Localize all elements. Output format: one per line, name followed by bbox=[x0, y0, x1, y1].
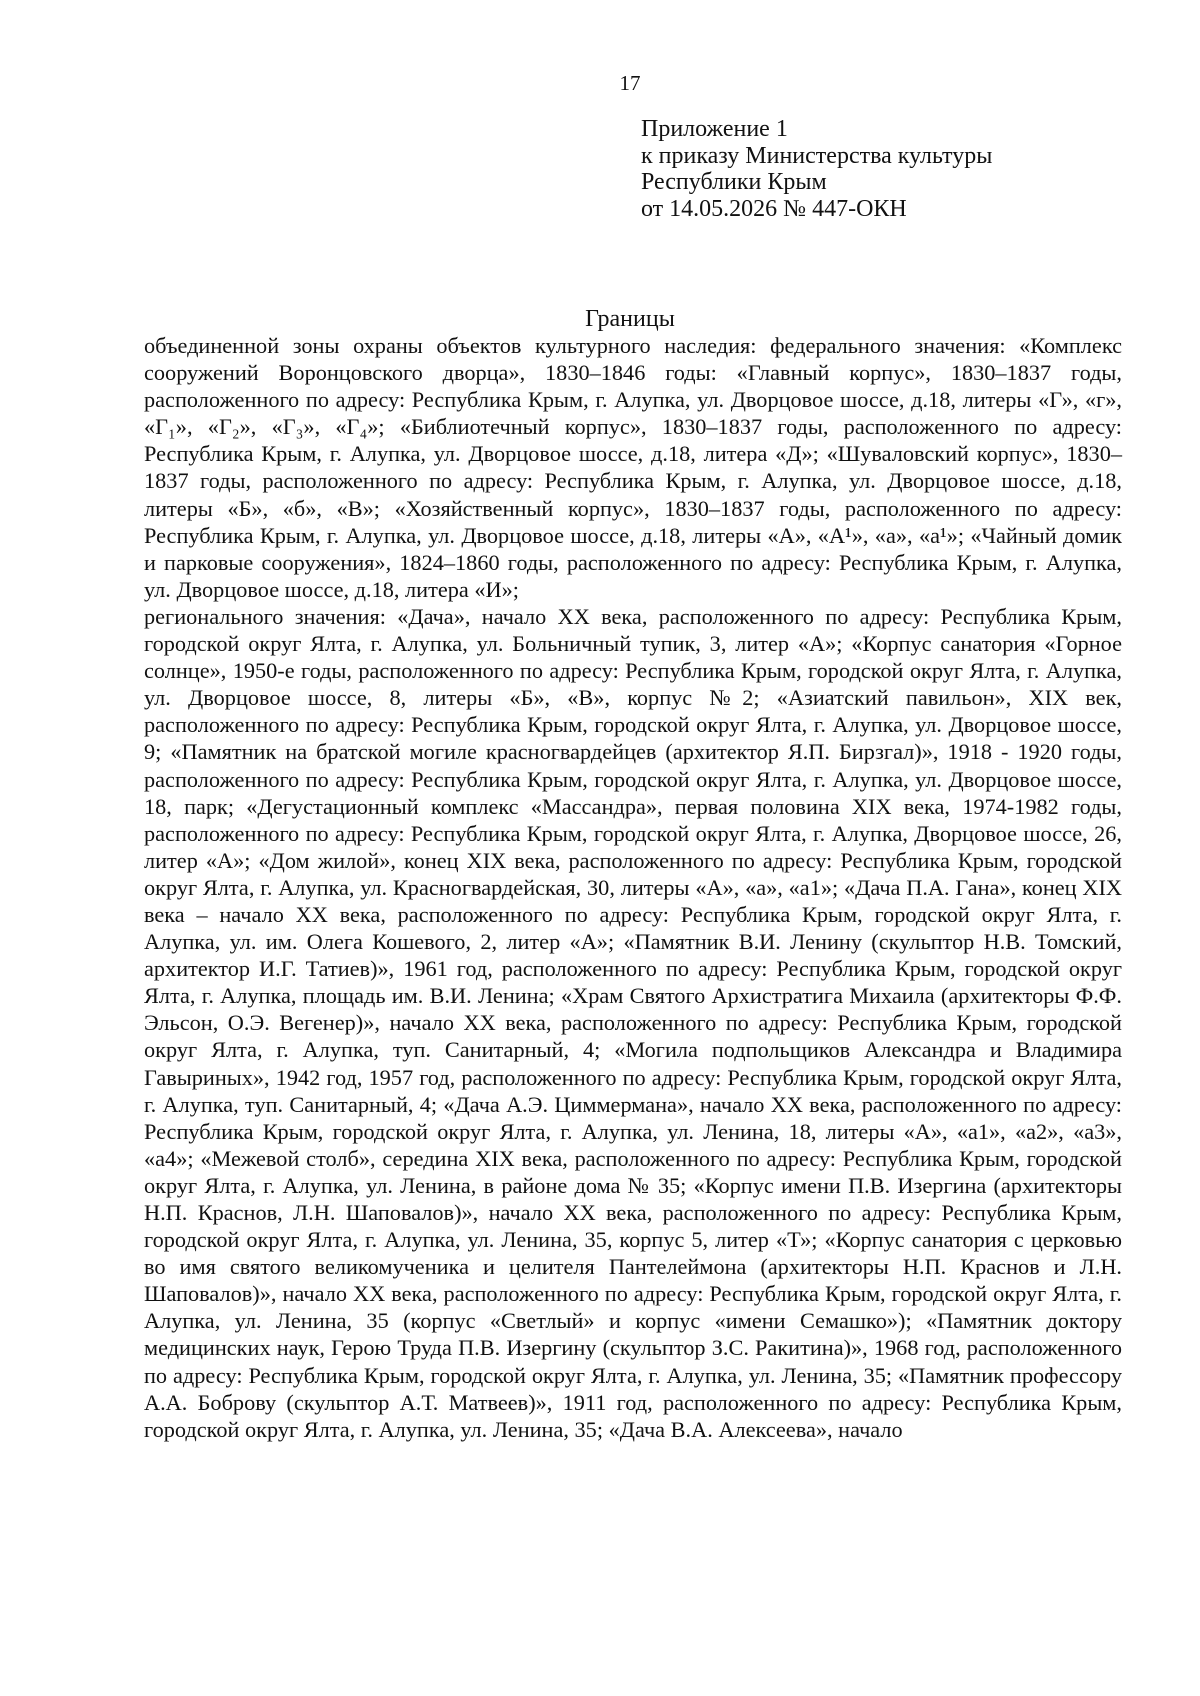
appendix-line-3: Республики Крым bbox=[641, 169, 827, 195]
appendix-line-4: от 14.05.2026 № 447-ОКН bbox=[641, 195, 907, 222]
appendix-header bbox=[641, 116, 992, 222]
appendix-line-1: Приложение 1 bbox=[641, 116, 788, 142]
paragraph-federal: объединенной зоны охраны объектов культурного наследия: федерального значения: «Комплекс сооружений Воронцовского дворца», 1830–1846 годы: «Главный корпус», 1830–1837 годы, расположенного по адресу: Республика Крым, г. Алупка, ул. Дворцовое шоссе, д.18, литеры «Г», «г», «Г₁», «Г₂», «Г₃», «Г₄»; «Библиотечный корпус», 1830–1837 годы, расположенного по адресу: Республика Крым, г. Алупка, ул. Дворцовое шоссе, д.18, литера «Д»; «Шуваловский корпус», 1830–1837 годы, расположенного по адресу: Республика Крым, г. Алупка, ул. Дворцовое шоссе, д.18, литеры «Б», «б», «В»; «Хозяйственный корпус», 1830–1837 годы, расположенного по адресу: Республика Крым, г. Алупка, ул. Дворцовое шоссе, д.18, литеры «А», «А¹», «а», «а¹»; «Чайный домик и парковые сооружения», 1824–1860 годы, расположенного по адресу: Республика Крым, г. Алупка, ул. Дворцовое шоссе, д.18, литера «И»; bbox=[144, 333, 1122, 602]
document-title: Границы bbox=[585, 306, 675, 332]
appendix-line-2: к приказу Министерства культуры bbox=[641, 142, 993, 169]
paragraph-regional: регионального значения: «Дача», начало XX века, расположенного по адресу: Республика Крым, городской округ Ялта, г. Алупка, ул. Больничный тупик, 3, литер «А»; «Корпус санатория «Горное солнце», 1950-е годы, расположенного по адресу: Республика Крым, городской округ Ялта, г. Алупка, ул. Дворцовое шоссе, 8, литеры «Б», «В», корпус №2; «Азиатский павильон», XIX век, расположенного по адресу: Республика Крым, городской округ Ялта, г. Алупка, ул. Дворцовое шоссе, 9; «Памятник на братской могиле красногвардейцев (архитектор Я.П. Бирзгал)», 1918 - 1920 годы, расположенного по адресу: Республика Крым, городской округ Ялта, г. Алупка, ул. Дворцовое шоссе, 18, парк; «Дегустационный комплекс «Массандра», первая половина XIX века, 1974-1982 годы, расположенного по адресу: Республика Крым, городской округ Ялта, г. Алупка, Дворцовое шоссе, 26, литер «А»; «Дом жилой», конец XIX века, расположенного по адресу: Республика Крым, городской округ Ялта, г. Алупка, ул. Красногвардейская, 30, литеры «А», «а», «а1»; «Дача П.А. Гана», конец XIX века – начало XX века, расположенного по адресу: Республика Крым, городской округ Ялта, г. Алупка, ул. им. Олега Кошевого, 2, литер «А»; «Памятник В.И. Ленину (скульптор Н.В. Томский, архитектор И.Г. Татиев)», 1961 год, расположенного по адресу: Республика Крым, городской округ Ялта, г. Алупка, площадь им. В.И. Ленина; «Храм Святого Архистратига Михаила (архитекторы Ф.Ф. Эльсон, О.Э. Вегенер)», начало XX века, расположенного по адресу: Республика Крым, городской округ Ялта, г. Алупка, туп. Санитарный, 4; «Могила подпольщиков Александра и Владимира Гавыриных», 1942 год, 1957 год, расположенного по адресу: Республика Крым, городской округ Ялта, г. Алупка, туп. Санитарный, 4; «Дача А.Э. Циммермана», начало XX века, расположенного по адресу: Республика Крым, городской округ Ялта, г. Алупка, ул. Ленина, 18, литеры «А», «а1», «а2», «а3», «а4»; «Межевой столб», середина XIX века, расположенного по адресу: Республика Крым, городской округ Ялта, г. Алупка, ул. Ленина, в районе дома № 35; «Корпус имени П.В. Изергина (архитекторы Н.П. Краснов, Л.Н. Шаповалов)», начало XX века, расположенного по адресу: Республика Крым, городской округ Ялта, г. Алупка, ул. Ленина, 35, корпус 5, литер «Т»; «Корпус санатория с церковью во имя святого великомученика и целителя Пантелеймона (архитекторы Н.П. Краснов и Л.Н. Шаповалов)», начало XX века, расположенного по адресу: Республика Крым, городской округ Ялта, г. Алупка, ул. Ленина, 35 (корпус «Светлый» и корпус «имени Семашко»); «Памятник доктору медицинских наук, Герою Труда П.В. Изергину (скульптор З.С. Ракитина)», 1968 год, расположенного по адресу: Республика Крым, городской округ Ялта, г. Алупка, ул. Ленина, 35; «Памятник профессору А.А. Боброву (скульптор А.Т. Матвеев)», 1911 год, расположенного по адресу: Республика Крым, городской округ Ялта, г. Алупка, ул. Ленина, 35; «Дача В.А. Алексеева», начало bbox=[144, 603, 1122, 1442]
page-number: 17 bbox=[619, 71, 641, 95]
document-body bbox=[144, 332, 1122, 1443]
